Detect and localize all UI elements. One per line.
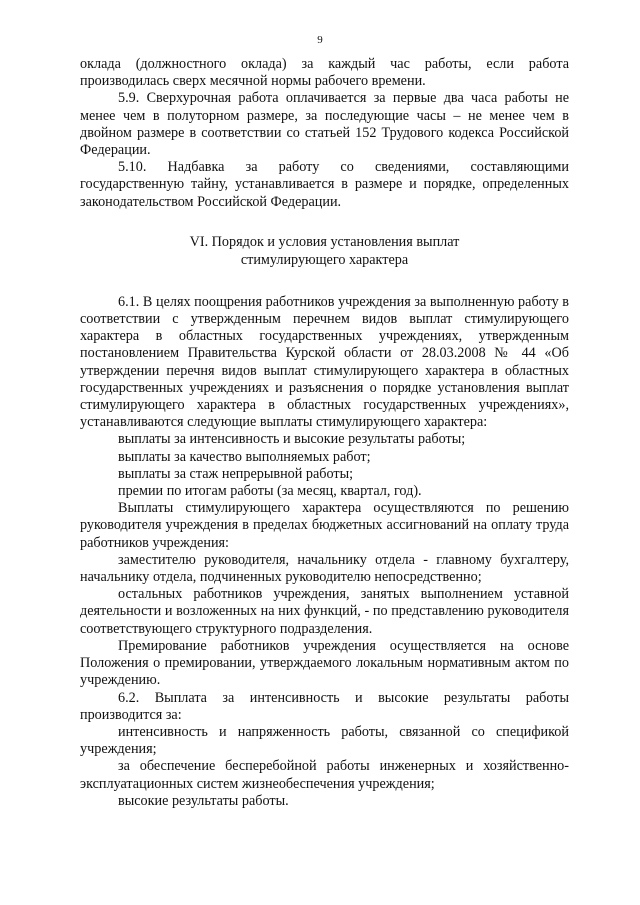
list-item: премии по итогам работы (за месяц, квартал, год). — [118, 483, 422, 500]
list-item: высокие результаты работы. — [118, 792, 289, 809]
page-number: 9 — [317, 34, 323, 46]
list-item: выплаты за качество выполняемых работ; — [118, 448, 371, 465]
section-heading — [80, 233, 569, 270]
document-body — [80, 56, 569, 810]
list-item: интенсивность и напряженность работы, связанной со спецификой учреждения; — [80, 723, 569, 758]
paragraph: Премирование работников учреждения осуществляется на основе Положения о премировании, утверждаемого локальным нормативным актом по учреждению. — [80, 637, 569, 689]
list-item: выплаты за стаж непрерывной работы; — [118, 465, 354, 482]
paragraph-5-10: 5.10. Надбавка за работу со сведениями, составляющими государственную тайну, устанавливается в размере и порядке, определенных законодательством Российской Федерации. — [80, 159, 569, 210]
paragraph-5-9: 5.9. Сверхурочная работа оплачивается за первые два часа работы не менее чем в полуторном размере, за последующие часы – не менее чем в двойном размере в соответствии со статьей 152 Трудового кодекса Российской Федерации. — [80, 90, 569, 159]
list-item: заместителю руководителя, начальнику отдела - главному бухгалтеру, начальнику отдела, подчиненных руководителю непосредственно; — [80, 551, 569, 586]
paragraph-6-2: 6.2. Выплата за интенсивность и высокие результаты работы производится за: — [80, 689, 569, 723]
paragraph-6-1: 6.1. В целях поощрения работников учреждения за выполненную работу в соответствии с утвержденным перечнем видов выплат стимулирующего характера в областных государственных учреждениях, утвержденным постановлением Правительства Курской области от 28.03.2008 № 44 «Об утверждении перечня видов выплат стимулирующего характера в областных государственных учреждениях и разъяснения о порядке установления выплат стимулирующего характера в областных государственных учреждениях», устанавливаются следующие выплаты стимулирующего характера: — [80, 293, 569, 431]
paragraphs-before-section — [80, 56, 569, 211]
paragraph: оклада (должностного оклада) за каждый час работы, если работа производилась сверх месячной нормы рабочего времени. — [80, 56, 569, 90]
section-heading-line-2: стимулирующего характера — [240, 252, 409, 269]
list-item: за обеспечение бесперебойной работы инженерных и хозяйственно-эксплуатационных систем жизнеобеспечения учреждения; — [80, 758, 569, 792]
list-item: выплаты за интенсивность и высокие результаты работы; — [118, 431, 466, 448]
paragraphs-after-section — [80, 294, 569, 810]
list-item: остальных работников учреждения, занятых выполнением уставной деятельности и возложенных на них функций, - по представлению руководителя соответствующего структурного подразделения. — [80, 586, 569, 637]
paragraph: Выплаты стимулирующего характера осуществляются по решению руководителя учреждения в пределах бюджетных ассигнований на оплату труда работников учреждения: — [80, 500, 569, 551]
section-heading-line-1: VI. Порядок и условия установления выплат — [189, 233, 460, 250]
